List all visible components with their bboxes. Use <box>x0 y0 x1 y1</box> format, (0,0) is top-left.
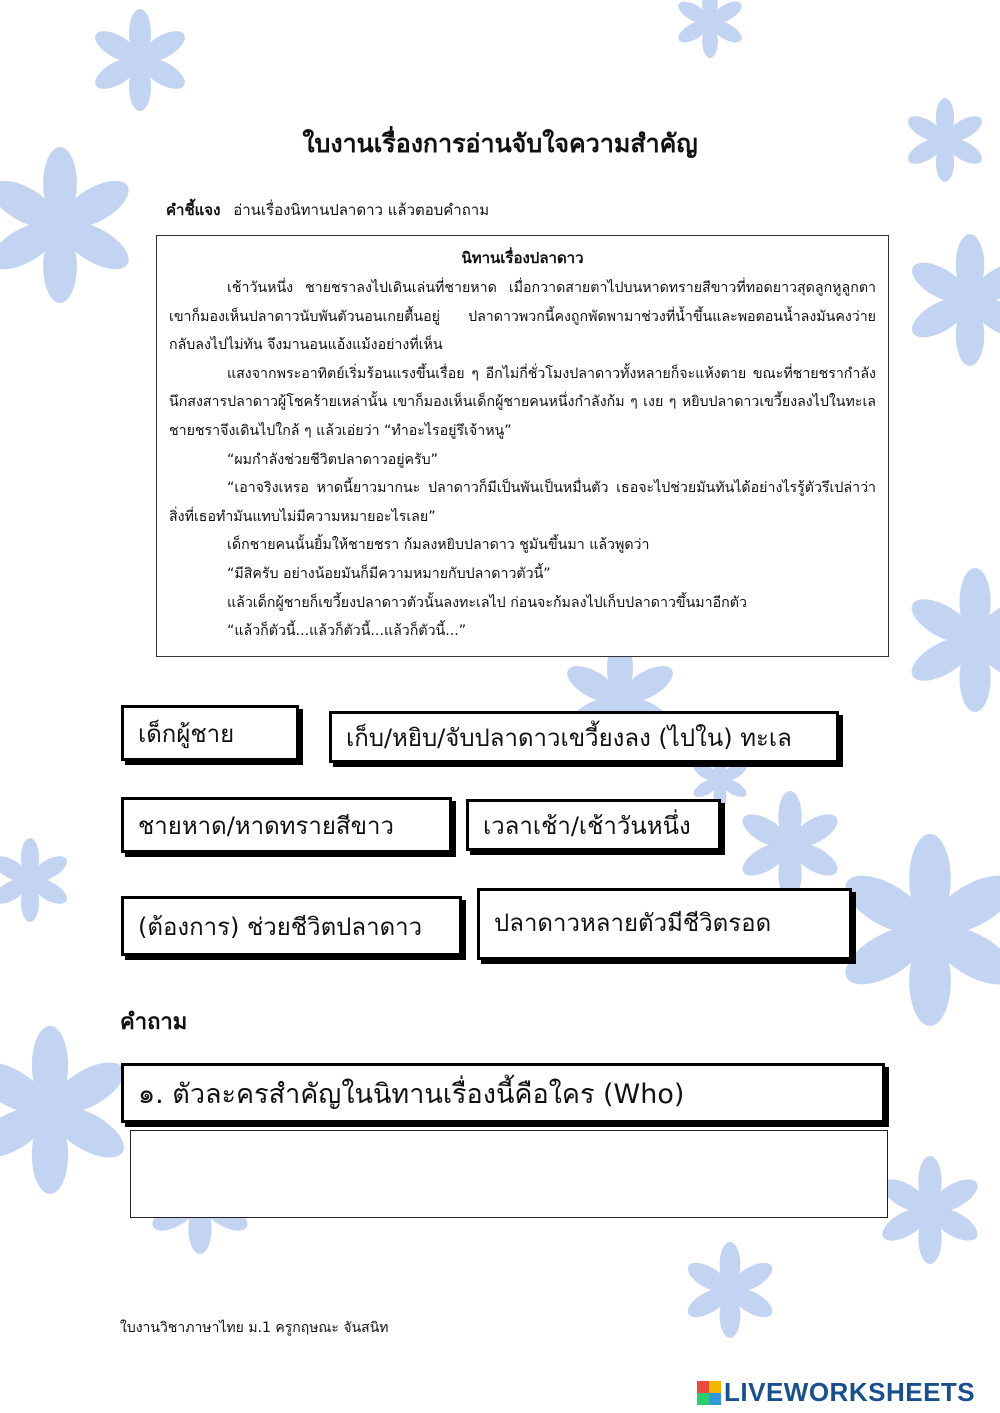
story-paragraph: “ผมกำลังช่วยชีวิตปลาดาวอยู่ครับ” <box>227 451 439 468</box>
story-title: นิทานเรื่องปลาดาว <box>461 249 584 267</box>
instruction-text: อ่านเรื่องนิทานปลาดาว แล้วตอบคำถาม <box>233 201 490 219</box>
questions-label: คำถาม <box>120 1010 188 1035</box>
answer-box-beach[interactable]: ชายหาด/หาดทรายสีขาว <box>121 797 452 853</box>
answer-box-morning[interactable]: เวลาเช้า/เช้าวันหนึ่ง <box>466 799 721 851</box>
footer-credit: ใบงานวิชาภาษาไทย ม.1 ครูกฤษณะ จันสนิท <box>120 1320 389 1336</box>
instruction-label: คำชี้แจง <box>166 201 221 219</box>
story-paragraph: “มีสิครับ อย่างน้อยมันก็มีความหมายกับปลาดาวตัวนี้” <box>227 565 551 582</box>
answer-box-save-starfish[interactable]: (ต้องการ) ช่วยชีวิตปลาดาว <box>121 896 462 956</box>
answer-box-boy[interactable]: เด็กผู้ชาย <box>121 705 299 761</box>
liveworksheets-brand[interactable] <box>697 1377 975 1408</box>
story-paragraph: เด็กชายคนนั้นยิ้มให้ชายชรา ก้มลงหยิบปลาดาว ชูมันขึ้นมา แล้วพูดว่า <box>227 537 650 554</box>
brand-name: LIVEWORKSHEETS <box>724 1377 976 1407</box>
story-paragraph: แล้วเด็กผู้ชายก็เขวี้ยงปลาดาวตัวนั้นลงทะเลไป ก่อนจะก้มลงไปเก็บปลาดาวขึ้นมาอีกตัว <box>227 594 747 611</box>
answer-box-starfish-survive[interactable]: ปลาดาวหลายตัวมีชีวิตรอด <box>477 888 852 960</box>
answer-box-throw-starfish[interactable]: เก็บ/หยิบ/จับปลาดาวเขวี้ยงลง (ไปใน) ทะเล <box>329 711 839 763</box>
story-paragraph: แสงจากพระอาทิตย์เริ่มร้อนแรงขึ้นเรื่อย ๆ อีกไม่กี่ชั่วโมงปลาดาวทั้งหลายก็จะแห้งตาย ขณะที่ชายชรากำลังนึกสงสารปลาดาวผู้โชคร้ายเหล่านั้น เขาก็มองเห็นเด็กผู้ชายคนหนึ่งกำลังก้ม ๆ เงย ๆ หยิบปลาดาวเขวี้ยงลงไปในทะเล ชายชราจึงเดินไปใกล้ ๆ แล้วเอ่ยว่า “ทำอะไรอยู่รึเจ้าหนู” <box>169 365 876 439</box>
story-paragraph: “แล้วก็ตัวนี้...แล้วก็ตัวนี้...แล้วก็ตัวนี้...” <box>227 623 467 640</box>
answer-1-dropzone[interactable] <box>130 1130 888 1218</box>
story-box <box>156 235 889 657</box>
instruction <box>166 198 489 222</box>
story-paragraph: “เอาจริงเหรอ หาดนี้ยาวมากนะ ปลาดาวก็มีเป็นพันเป็นหมื่นตัว เธอจะไปช่วยมันทันได้อย่างไรรู้ตัวรึเปล่าว่าสิ่งที่เธอทำมันแทบไม่มีความหมายอะไรเลย” <box>169 480 876 525</box>
question-1: ๑. ตัวละครสำคัญในนิทานเรื่องนี้คือใคร (Who) <box>121 1063 885 1123</box>
worksheet-title: ใบงานเรื่องการอ่านจับใจความสำคัญ <box>302 129 698 158</box>
liveworksheets-logo-icon <box>697 1381 721 1405</box>
story-paragraph: เช้าวันหนึ่ง ชายชราลงไปเดินเล่นที่ชายหาด เมื่อกวาดสายตาไปบนหาดทรายสีขาวที่ทอดยาวสุดลูกหูลูกตา เขาก็มองเห็นปลาดาวนับพันตัวนอนเกยตื้นอยู่ ปลาดาวพวกนี้คงถูกพัดพามาช่วงที่น้ำขึ้นและพอตอนน้ำลงมันคงว่ายกลับลงไปไม่ทัน จึงมานอนแอ้งแม้งอย่างที่เห็น <box>169 280 876 354</box>
